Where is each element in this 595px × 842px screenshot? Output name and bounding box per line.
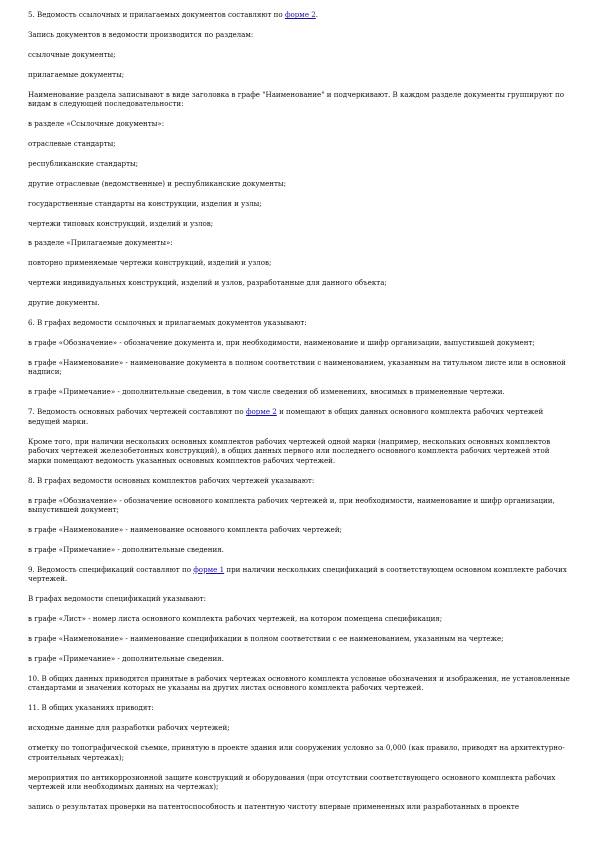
paragraph-7: 7. Ведомость основных рабочих чертежей составляют по форме 2 и помещают в общих данных основного комплекта рабочих чертежей ведущей марки. (28, 407, 544, 426)
list-item: в графе «Лист» - номер листа основного комплекта рабочих чертежей, на котором помещена спецификация; (28, 614, 443, 624)
list-item: в графе «Примечание» - дополнительные сведения, в том числе сведения об изменениях, вносимых в примененные чертежи. (28, 387, 505, 397)
list-item: чертежи индивидуальных конструкций, изделий и узлов, разработанные для данного объекта; (28, 278, 387, 288)
form-1-link[interactable]: форме 1 (193, 564, 225, 574)
paragraph-9: 9. Ведомость спецификаций составляют по форме 1 при наличии нескольких спецификаций в соответствующем основном комплекте рабочих чертежей. (28, 564, 567, 584)
list-item: отметку по топографической съемке, принятую в проекте здания или сооружения условно за 0,000 (как правило, приводят на архитектурно-строительных чертежах); (28, 743, 565, 762)
paragraph-attached-docs: в разделе «Прилагаемые документы»: (28, 238, 173, 248)
list-item: отраслевые стандарты; (28, 138, 116, 148)
list-item: в графе «Наименование» - наименование основного комплекта рабочих чертежей; (28, 525, 342, 535)
paragraph-sections-intro: Запись документов в ведомости производится по разделам: (28, 29, 254, 39)
paragraph-9-intro: В графах ведомости спецификаций указывают: (28, 594, 206, 604)
list-item: в графе «Наименование» - наименование документа в полном соответствии с наименованием, указанным на титульном листе или в основной надписи; (28, 357, 566, 377)
list-item: другие документы. (28, 298, 100, 308)
list-item: в графе «Обозначение» - обозначение основного комплекта рабочих чертежей и, при необходимости, наименование и шифр организации, выпустившей документ; (28, 495, 555, 515)
list-item: ссылочные документы; (28, 49, 116, 59)
paragraph-6: 6. В графах ведомости ссылочных и прилагаемых документов указывают: (28, 317, 307, 327)
list-item: запись о результатах проверки на патентоспособность и патентную чистоту впервые примененных или разработанных в проекте (28, 802, 520, 812)
list-item: мероприятия по антикоррозионной защите конструкций и оборудования (при отсутствии соответствующего основного комплекта рабочих чертежей или необходимых данных на чертежах); (28, 772, 556, 792)
form-2-link[interactable]: форме 2 (284, 10, 316, 19)
form-2-link[interactable]: форме 2 (245, 407, 277, 417)
paragraph-11: 11. В общих указаниях приводят: (28, 703, 154, 713)
list-item: государственные стандарты на конструкции, изделия и узлы; (28, 198, 262, 208)
list-item: чертежи типовых конструкций, изделий и узлов; (28, 218, 214, 228)
list-item: исходные данные для разработки рабочих чертежей; (28, 723, 230, 733)
list-item: в графе «Примечание» - дополнительные сведения. (28, 544, 224, 554)
list-item: повторно применяемые чертежи конструкций, изделий и узлов; (28, 258, 272, 268)
list-item: в графе «Примечание» - дополнительные сведения. (28, 653, 224, 663)
paragraph-10: 10. В общих данных приводятся принятые в рабочих чертежах основного комплекта условные обозначения и изображения, не установленные стандартами и значения которых не указаны на других листах основного комплекта рабочих чертежей. (28, 673, 570, 693)
list-item: прилагаемые документы; (28, 69, 125, 79)
paragraph-section-title-rule: Наименование раздела записывают в виде заголовка в графе "Наименование" и подчеркивают. В каждом разделе документы группируют по видам в следующей последовательности: (28, 89, 564, 109)
list-item: республиканские стандарты; (28, 158, 139, 168)
list-item: другие отраслевые (ведомственные) и республиканские документы; (28, 178, 286, 188)
paragraph-7-continued: Кроме того, при наличии нескольких основных комплектов рабочих чертежей одной марки (например, нескольких основных комплектов рабочих чертежей железобетонных конструкций), в общих данных первого или последнего основного комплекта рабочих чертежей этой марки помещают ведомость указанных основных комплектов рабочих чертежей. (28, 436, 551, 465)
paragraph-8: 8. В графах ведомости основных комплектов рабочих чертежей указывают: (28, 475, 315, 485)
list-item: в графе «Наименование» - наименование спецификации в полном соответствии с ее наименованием, указанным на чертеже; (28, 634, 504, 644)
paragraph-5: 5. Ведомость ссылочных и прилагаемых документов составляют по форме 2. (28, 10, 319, 19)
list-item: в графе «Обозначение» - обозначение документа и, при необходимости, наименование и шифр организации, выпустившей документ; (28, 337, 535, 347)
paragraph-referenced-docs: в разделе «Ссылочные документы»: (28, 119, 165, 129)
